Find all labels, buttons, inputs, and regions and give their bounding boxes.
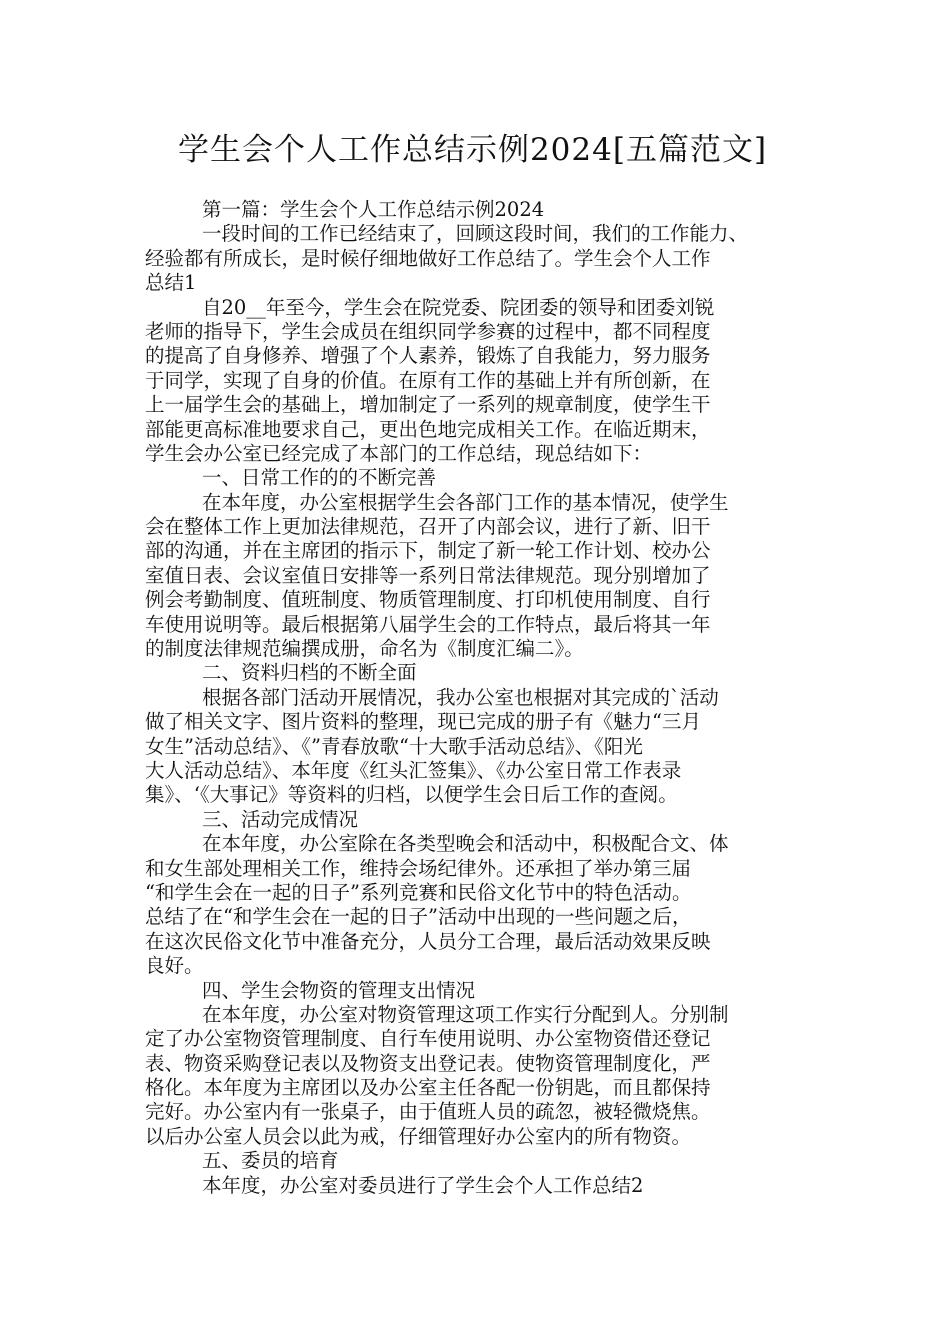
text-line: 二、资料归档的不断全面 [202, 661, 417, 685]
text-line: 表、物资采购登记表以及物资支出登记表。使物资管理制度化，严 [145, 1051, 711, 1075]
text-line: 一段时间的工作已经结束了，回顾这段时间，我们的工作能力、 [202, 222, 749, 246]
text-line: 总结了在“和学生会在一起的日子”活动中出现的一些问题之后， [145, 905, 692, 929]
text-line: 在本年度，办公室对物资管理这项工作实行分配到人。分别制 [202, 1002, 729, 1026]
document-title: 学生会个人工作总结示例2024[五篇范文] [177, 132, 768, 168]
text-line: 做了相关文字、图片资料的整理，现已完成的册子有《魅力“三月 [145, 710, 701, 734]
text-line: 经验都有所成长，是时候仔细地做好工作总结了。学生会个人工作 [145, 246, 711, 270]
text-line: 集》、‘《大事记》等资料的归档，以便学生会日后工作的查阅。 [145, 783, 678, 807]
text-line: 三、活动完成情况 [202, 807, 359, 831]
text-line: 女生”活动总结》、《”青春放歌“十大歌手活动总结》、《阳光 [145, 734, 643, 758]
text-line: 一、日常工作的的不断完善 [202, 466, 437, 490]
text-line: 根据各部门活动开展情况，我办公室也根据对其完成的`活动 [202, 685, 719, 709]
text-line: 总结1 [145, 271, 197, 295]
text-line: 本年度，办公室对委员进行了学生会个人工作总结2 [202, 1173, 644, 1197]
text-line: 以后办公室人员会以此为戒，仔细管理好办公室内的所有物资。 [145, 1124, 692, 1148]
text-line: 格化。本年度为主席团以及办公室主任各配一份钥匙，而且都保持 [145, 1076, 711, 1100]
text-line: 第一篇：学生会个人工作总结示例2024 [202, 198, 545, 221]
text-line: 在本年度，办公室除在各类型晚会和活动中，积极配合文、体 [202, 832, 729, 856]
text-line: 部的沟通，并在主席团的指示下，制定了新一轮工作计划、校办公 [145, 539, 711, 563]
text-line: 在这次民俗文化节中准备充分，人员分工合理，最后活动效果反映 [145, 929, 711, 953]
text-line: 的制度法律规范编撰成册，命名为《制度汇编二》。 [145, 637, 584, 661]
text-line: 上一届学生会的基础上，增加制定了一系列的规章制度，使学生干 [145, 393, 711, 417]
text-line: 大人活动总结》、本年度《红头汇签集》、《办公室日常工作表录 [145, 758, 682, 782]
text-line: 定了办公室物资管理制度、自行车使用说明、办公室物资借还登记 [145, 1027, 711, 1051]
text-line: 学生会办公室已经完成了本部门的工作总结，现总结如下： [145, 441, 653, 465]
text-line: 部能更高标准地要求自己，更出色地完成相关工作。在临近期末， [145, 417, 711, 441]
text-line: 室值日表、会议室值日安排等一系列日常法律规范。现分别增加了 [145, 563, 711, 587]
document-page [145, 128, 810, 1198]
text-line: 会在整体工作上更加法律规范，召开了内部会议，进行了新、旧干 [145, 515, 711, 539]
text-line: 例会考勤制度、值班制度、物质管理制度、打印机使用制度、自行 [145, 588, 711, 612]
text-line: 完好。办公室内有一张桌子，由于值班人员的疏忽，被轻微烧焦。 [145, 1100, 711, 1124]
text-line: 老师的指导下，学生会成员在组织同学参赛的过程中，都不同程度 [145, 319, 711, 343]
text-line: 在本年度，办公室根据学生会各部门工作的基本情况，使学生 [202, 490, 729, 514]
text-line: 和女生部处理相关工作，维持会场纪律外。还承担了举办第三届 [145, 856, 692, 880]
text-line: 车使用说明等。最后根据第八届学生会的工作特点，最后将其一年 [145, 612, 711, 636]
text-line: 五、委员的培育 [202, 1149, 339, 1173]
text-line: 于同学，实现了自身的价值。在原有工作的基础上并有所创新，在 [145, 368, 711, 392]
text-line: “和学生会在一起的日子”系列竞赛和民俗文化节中的特色活动。 [145, 880, 692, 904]
text-line: 的提高了自身修养、增强了个人素养，锻炼了自我能力，努力服务 [145, 344, 711, 368]
document-body [145, 198, 810, 1198]
text-line: 良好。 [145, 954, 204, 978]
text-line: 自20__年至今，学生会在院党委、院团委的领导和团委刘锐 [202, 295, 715, 319]
text-line: 四、学生会物资的管理支出情况 [202, 978, 476, 1002]
